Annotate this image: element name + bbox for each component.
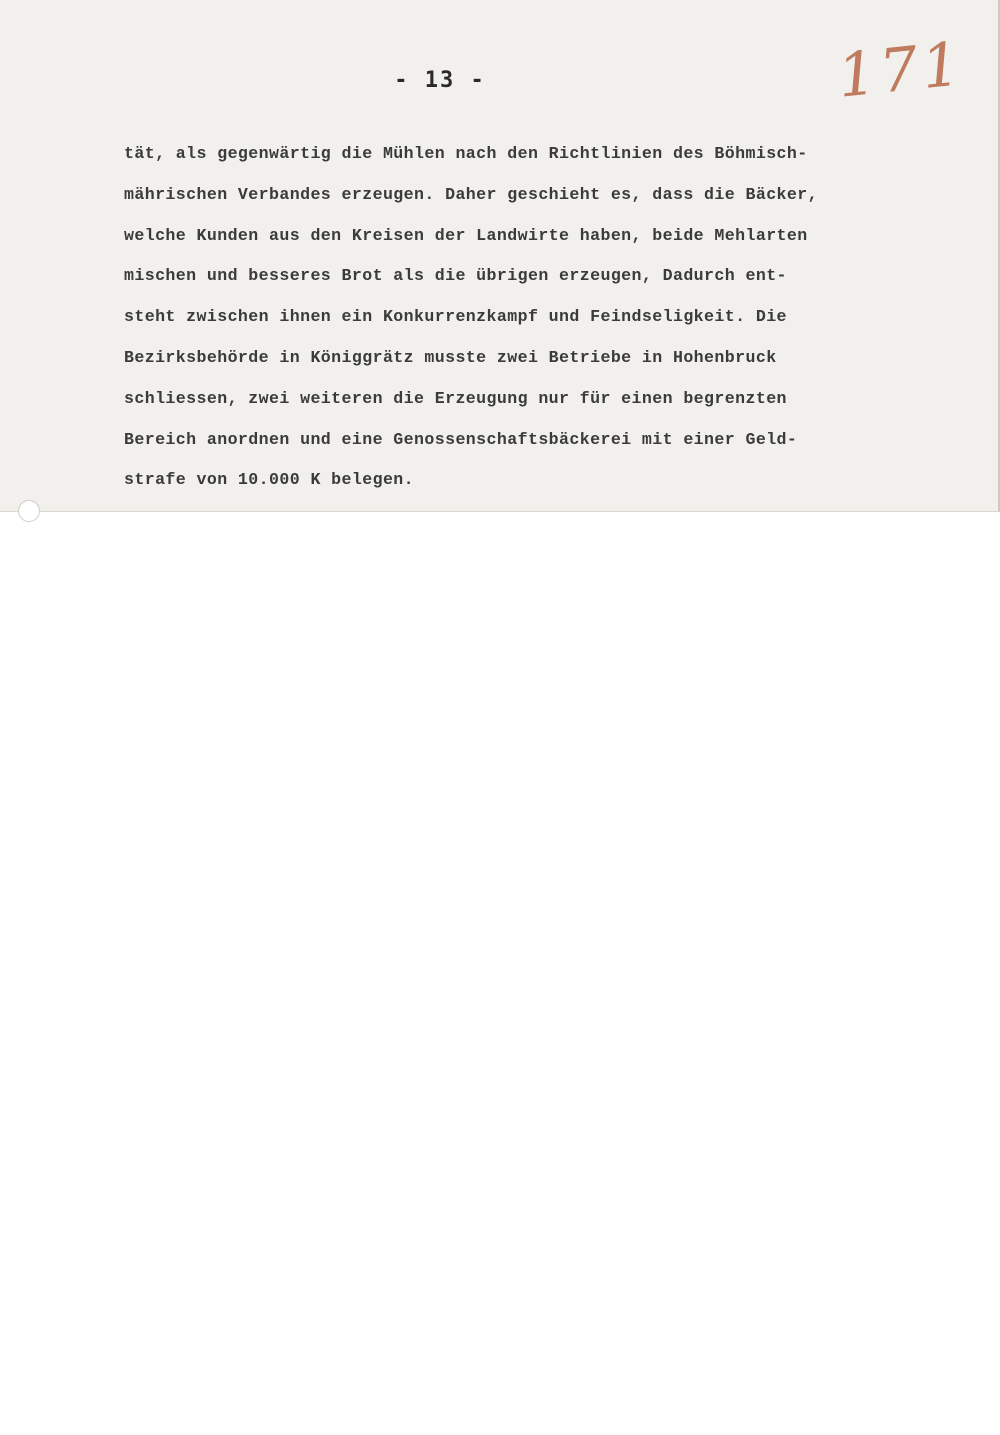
text-line: Bezirksbehörde in Königgrätz musste zwei Betriebe in Hohenbruck: [124, 347, 777, 367]
scanned-page: [0, 0, 1000, 512]
handwritten-folio-number: 171: [834, 28, 968, 112]
text-line: steht zwischen ihnen ein Konkurrenzkampf und Feindseligkeit. Die: [124, 307, 787, 327]
text-line: mährischen Verbandes erzeugen. Daher geschieht es, dass die Bäcker,: [124, 184, 818, 204]
text-line: Bereich anordnen und eine Genossenschaftsbäckerei mit einer Geld-: [124, 429, 798, 449]
punch-hole-mark: [18, 500, 40, 522]
text-line: welche Kunden aus den Kreisen der Landwirte haben, beide Mehlarten: [124, 225, 808, 245]
text-line: mischen und besseres Brot als die übrigen erzeugen, Dadurch ent-: [124, 266, 787, 286]
text-line: tät, als gegenwärtig die Mühlen nach den Richtlinien des Böhmisch-: [124, 144, 808, 163]
typewritten-paragraph: [124, 134, 974, 501]
text-line: schliessen, zwei weiteren die Erzeugung nur für einen begrenzten: [124, 388, 787, 408]
page-number: - 13 -: [394, 68, 486, 93]
text-line: strafe von 10.000 K belegen.: [124, 470, 415, 490]
